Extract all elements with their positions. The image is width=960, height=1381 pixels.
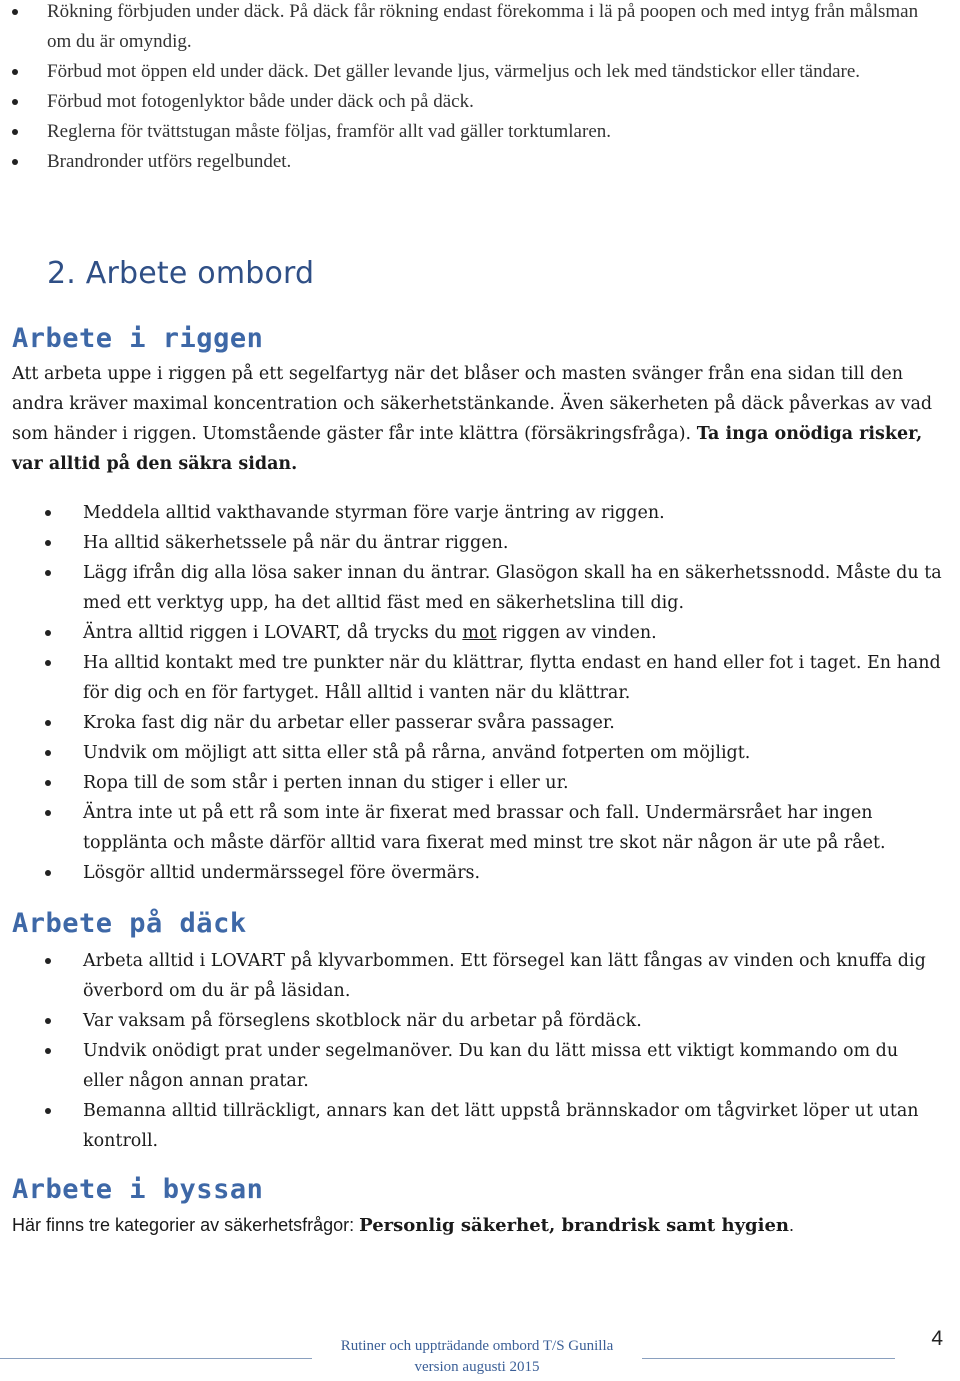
list-item: Brandronder utförs regelbundet.	[47, 147, 937, 177]
list-item: Äntra inte ut på ett rå som inte är fixerat med brassar och fall. Undermärsrået har ingen topplänta och måste därför alltid vara fixerat med minst tre skot när någon är ute på rået.	[83, 798, 943, 858]
riggen-heading: Arbete i riggen	[12, 323, 264, 354]
riggen-list	[83, 498, 943, 888]
list-item: Bemanna alltid tillräckligt, annars kan det lätt uppstå brännskador om tågvirket löper ut utan kontroll.	[83, 1096, 943, 1156]
riggen-intro-text: Att arbeta uppe i riggen på ett segelfartyg när det blåser och masten svänger från ena sidan till den andra kräver maximal koncentration och säkerhetstänkande. Även säkerheten på däck påverkas av vad som händer i riggen. Utomstående gäster får inte klättra (försäkringsfråga).	[12, 364, 933, 444]
section-title: 2. Arbete ombord	[47, 256, 315, 291]
riggen-intro	[12, 359, 942, 479]
byssan-bold: Personlig säkerhet, brandrisk samt hygien	[359, 1215, 790, 1236]
footer-version: version augusti 2015	[414, 1359, 540, 1375]
list-item: Ha alltid kontakt med tre punkter när du klättrar, flytta endast en hand eller fot i taget. En hand för dig och en för fartyget. Håll alltid i vanten när du klättrar.	[83, 648, 943, 708]
byssan-end: .	[789, 1215, 795, 1235]
byssan-paragraph	[12, 1210, 794, 1241]
list-item: Förbud mot fotogenlyktor både under däck och på däck.	[47, 87, 937, 117]
byssan-text: Här finns tre kategorier av säkerhetsfrågor:	[12, 1215, 360, 1235]
list-item: Ha alltid säkerhetssele på när du äntrar riggen.	[83, 528, 943, 558]
list-item: Lösgör alltid undermärssegel före övermärs.	[83, 858, 943, 888]
list-item	[83, 618, 943, 648]
dack-heading: Arbete på däck	[12, 908, 247, 939]
page-number: 4	[931, 1327, 943, 1350]
footer	[312, 1336, 642, 1378]
list-item: Undvik onödigt prat under segelmanöver. Du kan du lätt missa ett viktigt kommando om du eller någon annan pratar.	[83, 1036, 943, 1096]
list-item: Arbeta alltid i LOVART på klyvarbommen. Ett försegel kan lätt fångas av vinden och knuffa dig överbord om du är på läsidan.	[83, 946, 943, 1006]
lovart-underlined: mot	[462, 623, 497, 643]
list-item: Kroka fast dig när du arbetar eller passerar svåra passager.	[83, 708, 943, 738]
lovart-text: Äntra alltid riggen i LOVART, då trycks du	[83, 623, 463, 643]
list-item: Var vaksam på förseglens skotblock när du arbetar på fördäck.	[83, 1006, 943, 1036]
riggen-intro-bold: Ta inga onödiga risker, var alltid på den säkra sidan.	[12, 424, 923, 474]
list-item: Undvik om möjligt att sitta eller stå på rårna, använd fotperten om möjligt.	[83, 738, 943, 768]
list-item: Rökning förbjuden under däck. På däck får rökning endast förekomma i lä på poopen och med intyg från målsman om du är omyndig.	[47, 0, 937, 57]
list-item: Meddela alltid vakthavande styrman före varje äntring av riggen.	[83, 498, 943, 528]
lovart-text-end: riggen av vinden.	[496, 623, 657, 643]
footer-rule-right	[642, 1358, 895, 1359]
fire-safety-list	[47, 0, 937, 177]
byssan-heading: Arbete i byssan	[12, 1174, 264, 1205]
list-item: Förbud mot öppen eld under däck. Det gäller levande ljus, värmeljus och lek med tändstickor eller tändare.	[47, 57, 937, 87]
footer-rule-left	[0, 1358, 312, 1359]
list-item: Lägg ifrån dig alla lösa saker innan du äntrar. Glasögon skall ha en säkerhetssnodd. Måste du ta med ett verktyg upp, ha det alltid fäst med en säkerhetslina till dig.	[83, 558, 943, 618]
dack-list	[83, 946, 943, 1156]
list-item: Reglerna för tvättstugan måste följas, framför allt vad gäller torktumlaren.	[47, 117, 937, 147]
list-item: Ropa till de som står i perten innan du stiger i eller ur.	[83, 768, 943, 798]
footer-title: Rutiner och uppträdande ombord T/S Gunilla	[340, 1338, 614, 1354]
